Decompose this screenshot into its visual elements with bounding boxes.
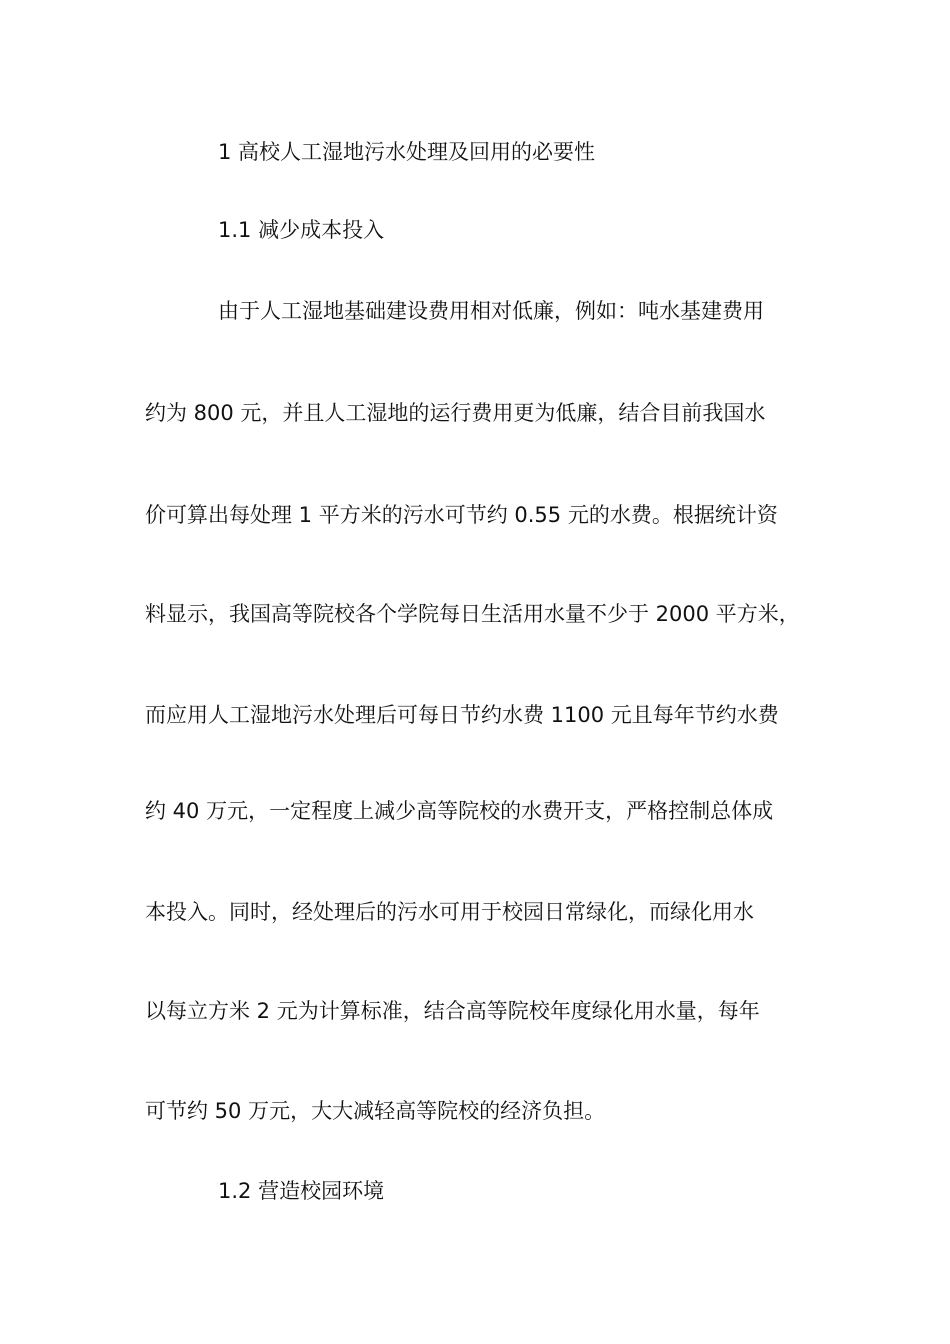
paragraph-line: 可节约 50 万元，大大减轻高等院校的经济负担。	[145, 1099, 606, 1123]
paragraph-line: 料显示，我国高等院校各个学院每日生活用水量不少于 2000 平方米，	[145, 602, 800, 626]
paragraph-line: 由于人工湿地基础建设费用相对低廉，例如：吨水基建费用	[218, 299, 764, 323]
paragraph-line: 价可算出每处理 1 平方米的污水可节约 0.55 元的水费。根据统计资	[145, 503, 778, 527]
paragraph-line: 本投入。同时，经处理后的污水可用于校园日常绿化，而绿化用水	[145, 900, 754, 924]
paragraph-line: 约为 800 元，并且人工湿地的运行费用更为低廉，结合目前我国水	[145, 401, 766, 425]
subsection-heading: 1.2 营造校园环境	[218, 1179, 385, 1203]
paragraph-line: 约 40 万元，一定程度上减少高等院校的水费开支，严格控制总体成	[145, 799, 774, 823]
subsection-heading: 1.1 减少成本投入	[218, 218, 385, 242]
paragraph-line: 以每立方米 2 元为计算标准，结合高等院校年度绿化用水量，每年	[145, 999, 760, 1023]
paragraph-line: 而应用人工湿地污水处理后可每日节约水费 1100 元且每年节约水费	[145, 703, 779, 727]
section-heading: 1 高校人工湿地污水处理及回用的必要性	[218, 140, 596, 164]
